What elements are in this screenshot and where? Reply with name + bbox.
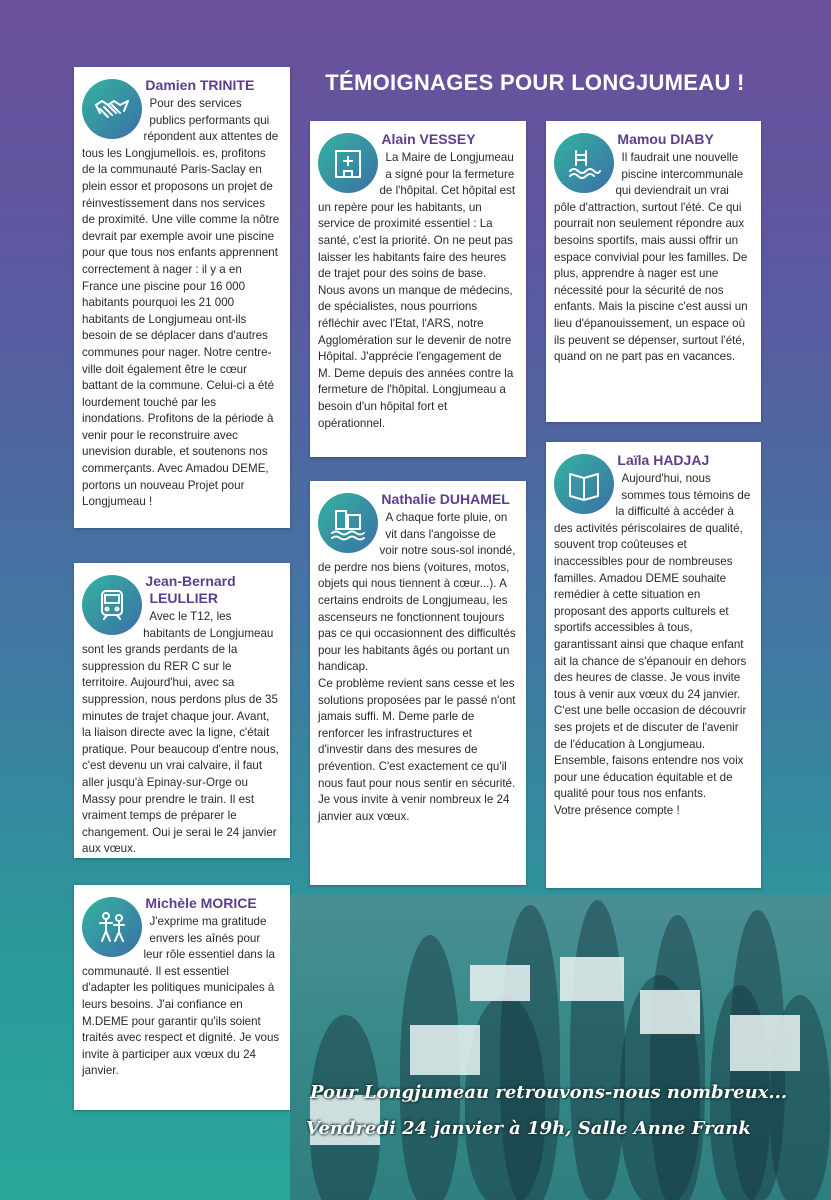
testimony-name: Alain VESSEY	[381, 131, 476, 147]
testimony-text: J'exprime ma gratitude envers les aînés pour leur rôle essentiel dans la communauté. Il est essentiel d'adapter les politiques municipales à leurs besoins. J'ai confiance en M.DEME pour garantir qu'ils soient traités avec respect et dignité. Je vous invite à participer aux vœux du 24 janvier.	[82, 915, 280, 1078]
testimony-text: La Maire de Longjumeau a signé pour la fermeture de l'hôpital. Cet hôpital est un repère pour les habitants, un service de proximité essentiel : La santé, c'est la priorité. On ne peut pas laisser les habitants faire des heures de trajet pour des soins de base. Nous avons un manque de médecins, de spécialistes, nous pourrions réfléchir avec l'Etat, l'ARS, notre Agglomération sur le devenir de notre Hôpital. J'apprécie l'engagement de M. Deme depuis des années contre la fermeture de l'hôpital. Longjumeau a besoin d'un hôpital fort et opérationnel.	[318, 151, 516, 430]
handshake-icon	[82, 79, 142, 139]
event-banner-line1: Pour Longjumeau retrouvons-nous nombreux...	[310, 1082, 788, 1103]
testimony-name: Mamou DIABY	[617, 131, 714, 147]
testimony-name: Jean-Bernard LEULLIER	[145, 573, 236, 606]
hospital-icon	[318, 133, 378, 193]
testimony-text: Avec le T12, les habitants de Longjumeau sont les grands perdants de la suppression du RER C sur le territoire. Aujourd'hui, avec sa suppression, nous perdons plus de 35 minutes de trajet chaque jour. Avant, la liaison directe avec la ligne, c'était pratique. Pour beaucoup d'entre nous, c'est devenu un vrai calvaire, il faut aller jusqu'à Epinay-sur-Orge ou Massy pour prendre le train. Il est vraiment temps de préparer le changement. Oui je serai le 24 janvier aux vœux.	[82, 610, 279, 856]
testimony-name: Michèle MORICE	[145, 895, 257, 911]
testimony-text-2: Ce problème revient sans cesse et les solutions proposées par le passé n'ont jamais suffi. M. Deme parle de renforcer les infrastructures et d'investir dans des mesures de prévention. C'est exactement ce qu'il nous faut pour nous sentir en sécurité.	[318, 676, 516, 790]
testimony-name: Nathalie DUHAMEL	[381, 491, 510, 507]
testimony-name: Damien TRINITE	[145, 77, 255, 93]
testimony-text-3: Je vous invite à venir nombreux le 24 janvier aux vœux.	[318, 793, 510, 823]
page-title: TÉMOIGNAGES POUR LONGJUMEAU !	[325, 70, 745, 95]
group-photo	[290, 895, 831, 1200]
swimmer-icon	[554, 133, 614, 193]
testimony-text: Aujourd'hui, nous sommes tous témoins de la difficulté à accéder à des activités périscolaires de qualité, souvent trop coûteuses et inaccessibles pour de nombreuses familles. Amadou DEME souhaite remédier à cette situation en proposant des apports culturels et sportifs accessibles à tous, garantissant ainsi que chaque enfant ait la chance de s'épanouir en dehors des heures de classe. Je vous invite tous à venir aux vœux du 24 janvier. C'est une belle occasion de découvrir ses projets et de discuter de l'avenir de l'éducation à Longjumeau. Ensemble, faisons entendre nos voix pour une éducation équitable et de qualité pour tous nos enfants.	[554, 472, 751, 801]
testimony-laila-hadjaj	[546, 442, 761, 888]
testimony-mamou-diaby	[546, 121, 761, 422]
testimony-text: A chaque forte pluie, on vit dans l'angoisse de voir notre sous-sol inondé, de perdre nos biens (voitures, motos, objets qui nous tiennent à cœur...). A certains endroits de Longjumeau, les ascenseurs ne fonctionnent toujours pas ce qui occasionnent des difficultés pour les habitants âgés ou portant un handicap.	[318, 511, 516, 674]
testimony-name: Laïla HADJAJ	[617, 452, 710, 468]
event-banner-line2: Vendredi 24 janvier à 19h, Salle Anne Frank	[306, 1118, 751, 1139]
elders-icon	[82, 897, 142, 957]
train-icon	[82, 575, 142, 635]
testimony-text: Pour des services publics performants qui répondent aux attentes de tous les Longjumellois. es, profitons de la communauté Paris-Saclay en plein essor et proposons un projet de réinvestissement dans nos services de proximité. Une ville comme la nôtre devrait par exemple avoir une piscine pour que tous nos enfants apprennent correctement à nager : il y a en France une piscine pour 16 000 habitants pourquoi les 21 000 habitants de Longjumeau ont-ils besoin de se déplacer dans d'autres communes pour nager. Notre centre-ville doit également être le cœur battant de la commune. Celui-ci a été lourdement touché par les inondations. Profitons de la période à venir pour le reconstruire avec unevision durable, et soutenons nos commerçants. Avec Amadou DEME, portons un nouveau Projet pour Longjumeau !	[82, 97, 280, 509]
testimony-nathalie-duhamel	[310, 481, 526, 885]
testimony-michele-morice	[74, 885, 290, 1110]
book-icon	[554, 454, 614, 514]
testimony-text-2: Votre présence compte !	[554, 803, 680, 817]
testimony-damien-trinite	[74, 67, 290, 528]
testimony-jean-bernard-leullier	[74, 563, 290, 858]
testimony-text: Il faudrait une nouvelle piscine intercommunale qui deviendrait un vrai pôle d'attraction, surtout l'été. Ce qui pourrait non seulement répondre aux besoins sportifs, mais aussi offrir un espace convivial pour les familles. De plus, apprendre à nager est une nécessité pour la sécurité de nos enfants. Mais la piscine c'est aussi un lieu d'épanouissement, un espace où ils peuvent se dépenser, surtout l'été, quand on ne part pas en vacances.	[554, 151, 748, 364]
testimony-alain-vessey	[310, 121, 526, 457]
flood-icon	[318, 493, 378, 553]
